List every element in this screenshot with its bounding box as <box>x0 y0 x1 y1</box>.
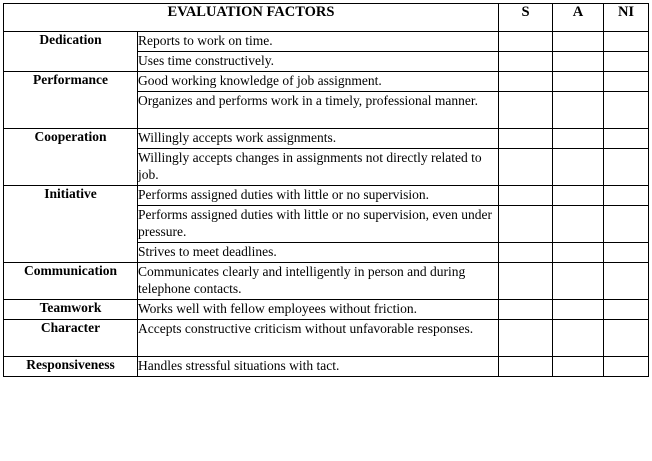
rating-a-cell[interactable] <box>553 263 604 300</box>
factor-teamwork: Teamwork <box>4 300 138 320</box>
rating-a-cell[interactable] <box>553 129 604 149</box>
factor-initiative: Initiative <box>4 186 138 263</box>
rating-a-cell[interactable] <box>553 52 604 72</box>
rating-s-cell[interactable] <box>499 129 553 149</box>
table-row <box>4 263 649 300</box>
rating-a-cell[interactable] <box>553 92 604 129</box>
rating-ni-cell[interactable] <box>604 52 649 72</box>
rating-s-cell[interactable] <box>499 52 553 72</box>
criterion-text: Communicates clearly and intelligently in person and during telephone contacts. <box>138 263 499 300</box>
criterion-text: Good working knowledge of job assignment. <box>138 72 499 92</box>
rating-ni-cell[interactable] <box>604 357 649 377</box>
rating-a-cell[interactable] <box>553 72 604 92</box>
rating-s-cell[interactable] <box>499 186 553 206</box>
factor-performance: Performance <box>4 72 138 129</box>
rating-ni-cell[interactable] <box>604 206 649 243</box>
rating-ni-cell[interactable] <box>604 263 649 300</box>
table-row <box>4 72 649 92</box>
criterion-text: Strives to meet deadlines. <box>138 243 499 263</box>
rating-a-cell[interactable] <box>553 300 604 320</box>
criterion-text: Uses time constructively. <box>138 52 499 72</box>
rating-a-cell[interactable] <box>553 186 604 206</box>
factor-character: Character <box>4 320 138 357</box>
rating-a-cell[interactable] <box>553 243 604 263</box>
criterion-text: Handles stressful situations with tact. <box>138 357 499 377</box>
criterion-text: Works well with fellow employees without friction. <box>138 300 499 320</box>
rating-s-cell[interactable] <box>499 357 553 377</box>
rating-a-cell[interactable] <box>553 206 604 243</box>
factor-communication: Communication <box>4 263 138 300</box>
rating-s-cell[interactable] <box>499 206 553 243</box>
criterion-text: Organizes and performs work in a timely, professional manner. <box>138 92 499 129</box>
rating-ni-cell[interactable] <box>604 129 649 149</box>
rating-s-cell[interactable] <box>499 32 553 52</box>
criterion-text: Reports to work on time. <box>138 32 499 52</box>
rating-a-cell[interactable] <box>553 320 604 357</box>
table-row <box>4 320 649 357</box>
criterion-text: Willingly accepts work assignments. <box>138 129 499 149</box>
rating-ni-cell[interactable] <box>604 32 649 52</box>
table-row <box>4 129 649 149</box>
criterion-text: Accepts constructive criticism without unfavorable responses. <box>138 320 499 357</box>
rating-s-cell[interactable] <box>499 300 553 320</box>
rating-s-header: S <box>499 4 553 32</box>
rating-s-cell[interactable] <box>499 320 553 357</box>
table-row <box>4 357 649 377</box>
criterion-text: Performs assigned duties with little or no supervision. <box>138 186 499 206</box>
rating-ni-cell[interactable] <box>604 149 649 186</box>
factor-dedication: Dedication <box>4 32 138 72</box>
table-row <box>4 186 649 206</box>
criterion-text: Performs assigned duties with little or no supervision, even under pressure. <box>138 206 499 243</box>
rating-a-cell[interactable] <box>553 357 604 377</box>
rating-ni-cell[interactable] <box>604 92 649 129</box>
rating-ni-header: NI <box>604 4 649 32</box>
rating-ni-cell[interactable] <box>604 243 649 263</box>
rating-s-cell[interactable] <box>499 92 553 129</box>
factor-cooperation: Cooperation <box>4 129 138 186</box>
table-row <box>4 300 649 320</box>
rating-ni-cell[interactable] <box>604 186 649 206</box>
rating-ni-cell[interactable] <box>604 300 649 320</box>
rating-a-header: A <box>553 4 604 32</box>
rating-s-cell[interactable] <box>499 263 553 300</box>
rating-s-cell[interactable] <box>499 243 553 263</box>
rating-ni-cell[interactable] <box>604 72 649 92</box>
rating-s-cell[interactable] <box>499 72 553 92</box>
rating-s-cell[interactable] <box>499 149 553 186</box>
criterion-text: Willingly accepts changes in assignments not directly related to job. <box>138 149 499 186</box>
rating-ni-cell[interactable] <box>604 320 649 357</box>
rating-a-cell[interactable] <box>553 149 604 186</box>
header-row <box>4 4 649 32</box>
table-row <box>4 32 649 52</box>
evaluation-table <box>3 3 649 377</box>
evaluation-factors-header: EVALUATION FACTORS <box>4 4 499 32</box>
rating-a-cell[interactable] <box>553 32 604 52</box>
factor-responsiveness: Responsiveness <box>4 357 138 377</box>
